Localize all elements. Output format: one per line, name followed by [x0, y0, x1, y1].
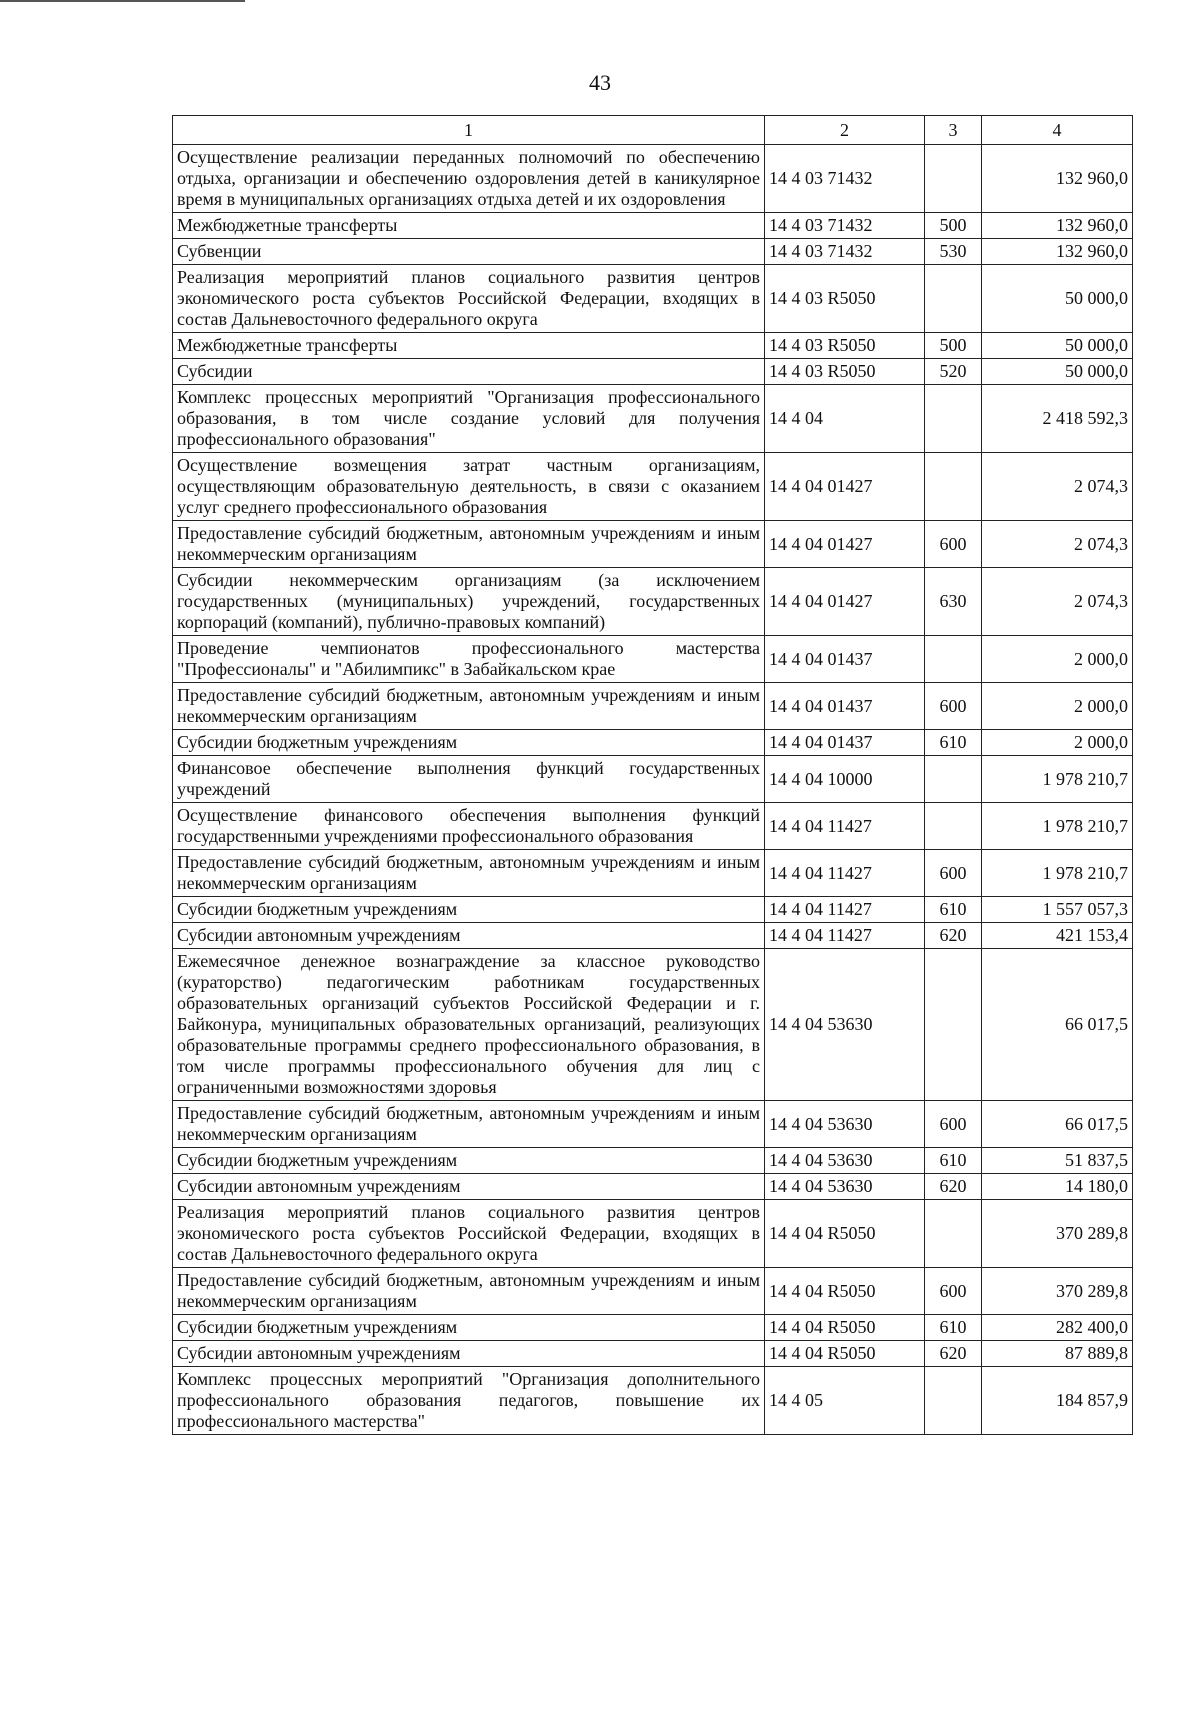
row-name-cell: Реализация мероприятий планов социального развития центров экономического роста субъектов Российской Федерации, входящих в состав Дальневосточного федерального округа — [173, 1200, 765, 1268]
table-row — [173, 453, 1133, 521]
table-row — [173, 1200, 1133, 1268]
row-name-cell: Комплекс процессных мероприятий "Организация дополнительного профессионального образования педагогов, повышение их профессионального мастерства" — [173, 1367, 765, 1435]
row-type-cell — [925, 145, 982, 213]
row-type-cell: 600 — [925, 521, 982, 568]
table-row — [173, 923, 1133, 949]
table-row — [173, 1101, 1133, 1148]
row-amount-cell: 184 857,9 — [982, 1367, 1133, 1435]
table-body — [173, 145, 1133, 1435]
row-code-cell: 14 4 04 11427 — [765, 803, 925, 850]
table-row — [173, 213, 1133, 239]
row-amount-cell: 50 000,0 — [982, 333, 1133, 359]
row-type-cell: 610 — [925, 897, 982, 923]
row-type-cell: 600 — [925, 683, 982, 730]
table-row — [173, 1174, 1133, 1200]
row-code-cell: 14 4 03 R5050 — [765, 333, 925, 359]
row-code-cell: 14 4 04 01437 — [765, 683, 925, 730]
table-row — [173, 385, 1133, 453]
row-amount-cell: 2 418 592,3 — [982, 385, 1133, 453]
row-type-cell: 610 — [925, 1315, 982, 1341]
table-row — [173, 850, 1133, 897]
row-code-cell: 14 4 04 10000 — [765, 756, 925, 803]
row-amount-cell: 132 960,0 — [982, 145, 1133, 213]
row-amount-cell: 1 978 210,7 — [982, 850, 1133, 897]
row-type-cell — [925, 1200, 982, 1268]
row-name-cell: Предоставление субсидий бюджетным, автономным учреждениям и иным некоммерческим организациям — [173, 1268, 765, 1315]
row-type-cell: 620 — [925, 1174, 982, 1200]
row-name-cell: Предоставление субсидий бюджетным, автономным учреждениям и иным некоммерческим организациям — [173, 683, 765, 730]
row-type-cell: 620 — [925, 923, 982, 949]
row-name-cell: Субсидии — [173, 359, 765, 385]
row-amount-cell: 66 017,5 — [982, 949, 1133, 1101]
row-type-cell: 530 — [925, 239, 982, 265]
row-code-cell: 14 4 04 53630 — [765, 1101, 925, 1148]
row-code-cell: 14 4 04 01437 — [765, 636, 925, 683]
row-code-cell: 14 4 04 01427 — [765, 521, 925, 568]
row-type-cell: 620 — [925, 1341, 982, 1367]
row-amount-cell: 2 000,0 — [982, 636, 1133, 683]
row-type-cell — [925, 265, 982, 333]
table-row — [173, 1148, 1133, 1174]
row-type-cell — [925, 1367, 982, 1435]
row-name-cell: Субсидии бюджетным учреждениям — [173, 1148, 765, 1174]
row-code-cell: 14 4 04 11427 — [765, 850, 925, 897]
table-row — [173, 145, 1133, 213]
column-header-2: 2 — [765, 116, 925, 145]
page-number: 43 — [589, 70, 611, 95]
row-amount-cell: 2 000,0 — [982, 730, 1133, 756]
table-row — [173, 1268, 1133, 1315]
table-row — [173, 239, 1133, 265]
row-name-cell: Предоставление субсидий бюджетным, автономным учреждениям и иным некоммерческим организациям — [173, 521, 765, 568]
table-row — [173, 897, 1133, 923]
budget-table — [172, 115, 1133, 1435]
row-code-cell: 14 4 03 71432 — [765, 239, 925, 265]
table-row — [173, 756, 1133, 803]
table-row — [173, 683, 1133, 730]
row-name-cell: Предоставление субсидий бюджетным, автономным учреждениям и иным некоммерческим организациям — [173, 850, 765, 897]
row-amount-cell: 132 960,0 — [982, 213, 1133, 239]
row-code-cell: 14 4 03 R5050 — [765, 359, 925, 385]
row-type-cell: 610 — [925, 1148, 982, 1174]
row-name-cell: Финансовое обеспечение выполнения функций государственных учреждений — [173, 756, 765, 803]
table-row — [173, 265, 1133, 333]
table-row — [173, 949, 1133, 1101]
row-amount-cell: 2 000,0 — [982, 683, 1133, 730]
row-code-cell: 14 4 04 53630 — [765, 1148, 925, 1174]
table-header-row — [173, 116, 1133, 145]
row-amount-cell: 132 960,0 — [982, 239, 1133, 265]
table-row — [173, 521, 1133, 568]
row-type-cell — [925, 453, 982, 521]
row-type-cell: 610 — [925, 730, 982, 756]
row-code-cell: 14 4 04 11427 — [765, 897, 925, 923]
table-row — [173, 1341, 1133, 1367]
table-row — [173, 803, 1133, 850]
row-amount-cell: 421 153,4 — [982, 923, 1133, 949]
row-type-cell: 600 — [925, 1101, 982, 1148]
row-type-cell: 600 — [925, 850, 982, 897]
row-code-cell: 14 4 04 — [765, 385, 925, 453]
row-amount-cell: 2 074,3 — [982, 521, 1133, 568]
row-amount-cell: 87 889,8 — [982, 1341, 1133, 1367]
row-code-cell: 14 4 04 R5050 — [765, 1268, 925, 1315]
column-header-4: 4 — [982, 116, 1133, 145]
row-amount-cell: 2 074,3 — [982, 568, 1133, 636]
row-name-cell: Реализация мероприятий планов социального развития центров экономического роста субъектов Российской Федерации, входящих в состав Дальневосточного федерального округа — [173, 265, 765, 333]
row-amount-cell: 2 074,3 — [982, 453, 1133, 521]
row-type-cell: 520 — [925, 359, 982, 385]
row-type-cell: 500 — [925, 333, 982, 359]
row-code-cell: 14 4 03 71432 — [765, 213, 925, 239]
row-amount-cell: 14 180,0 — [982, 1174, 1133, 1200]
row-amount-cell: 50 000,0 — [982, 265, 1133, 333]
table-row — [173, 730, 1133, 756]
row-name-cell: Субсидии автономным учреждениям — [173, 1341, 765, 1367]
row-amount-cell: 282 400,0 — [982, 1315, 1133, 1341]
row-name-cell: Субсидии бюджетным учреждениям — [173, 1315, 765, 1341]
row-code-cell: 14 4 04 R5050 — [765, 1315, 925, 1341]
row-code-cell: 14 4 04 01437 — [765, 730, 925, 756]
row-type-cell — [925, 385, 982, 453]
row-amount-cell: 50 000,0 — [982, 359, 1133, 385]
row-amount-cell: 370 289,8 — [982, 1200, 1133, 1268]
row-name-cell: Ежемесячное денежное вознаграждение за классное руководство (кураторство) педагогическим работникам государственных образовательных организаций субъектов Российской Федерации и г. Байконура, муниципальных образовательных организаций, реализующих образовательные программы среднего профессионального образования, в том числе программы профессионального обучения для лиц с ограниченными возможностями здоровья — [173, 949, 765, 1101]
table-row — [173, 333, 1133, 359]
row-type-cell — [925, 756, 982, 803]
row-type-cell — [925, 949, 982, 1101]
row-code-cell: 14 4 03 71432 — [765, 145, 925, 213]
row-name-cell: Осуществление финансового обеспечения выполнения функций государственными учреждениями профессионального образования — [173, 803, 765, 850]
row-type-cell — [925, 636, 982, 683]
table-row — [173, 1367, 1133, 1435]
row-name-cell: Осуществление возмещения затрат частным организациям, осуществляющим образовательную деятельность, в связи с оказанием услуг среднего профессионального образования — [173, 453, 765, 521]
row-name-cell: Субсидии автономным учреждениям — [173, 923, 765, 949]
row-amount-cell: 370 289,8 — [982, 1268, 1133, 1315]
row-type-cell: 630 — [925, 568, 982, 636]
column-header-1: 1 — [173, 116, 765, 145]
row-amount-cell: 1 978 210,7 — [982, 803, 1133, 850]
row-amount-cell: 1 978 210,7 — [982, 756, 1133, 803]
row-code-cell: 14 4 04 R5050 — [765, 1341, 925, 1367]
row-name-cell: Предоставление субсидий бюджетным, автономным учреждениям и иным некоммерческим организациям — [173, 1101, 765, 1148]
scan-artifact-line — [0, 0, 245, 2]
row-name-cell: Субсидии бюджетным учреждениям — [173, 897, 765, 923]
row-name-cell: Субсидии некоммерческим организациям (за исключением государственных (муниципальных) учреждений, государственных корпораций (компаний), публично-правовых компаний) — [173, 568, 765, 636]
column-header-3: 3 — [925, 116, 982, 145]
row-code-cell: 14 4 04 R5050 — [765, 1200, 925, 1268]
row-code-cell: 14 4 04 53630 — [765, 949, 925, 1101]
row-amount-cell: 51 837,5 — [982, 1148, 1133, 1174]
row-code-cell: 14 4 04 53630 — [765, 1174, 925, 1200]
row-type-cell — [925, 803, 982, 850]
row-name-cell: Межбюджетные трансферты — [173, 333, 765, 359]
table-row — [173, 636, 1133, 683]
row-amount-cell: 1 557 057,3 — [982, 897, 1133, 923]
row-type-cell: 500 — [925, 213, 982, 239]
row-name-cell: Субсидии автономным учреждениям — [173, 1174, 765, 1200]
table-row — [173, 359, 1133, 385]
row-type-cell: 600 — [925, 1268, 982, 1315]
table-row — [173, 1315, 1133, 1341]
row-code-cell: 14 4 04 11427 — [765, 923, 925, 949]
row-name-cell: Субсидии бюджетным учреждениям — [173, 730, 765, 756]
row-name-cell: Субвенции — [173, 239, 765, 265]
table-row — [173, 568, 1133, 636]
row-name-cell: Проведение чемпионатов профессионального мастерства "Профессионалы" и "Абилимпикс" в Забайкальском крае — [173, 636, 765, 683]
row-code-cell: 14 4 03 R5050 — [765, 265, 925, 333]
row-code-cell: 14 4 04 01427 — [765, 568, 925, 636]
row-name-cell: Комплекс процессных мероприятий "Организация профессионального образования, в том числе создание условий для получения профессионального образования" — [173, 385, 765, 453]
row-amount-cell: 66 017,5 — [982, 1101, 1133, 1148]
row-code-cell: 14 4 04 01427 — [765, 453, 925, 521]
row-name-cell: Осуществление реализации переданных полномочий по обеспечению отдыха, организации и обеспечению оздоровления детей в каникулярное время в муниципальных организациях отдыха детей и их оздоровления — [173, 145, 765, 213]
row-name-cell: Межбюджетные трансферты — [173, 213, 765, 239]
row-code-cell: 14 4 05 — [765, 1367, 925, 1435]
